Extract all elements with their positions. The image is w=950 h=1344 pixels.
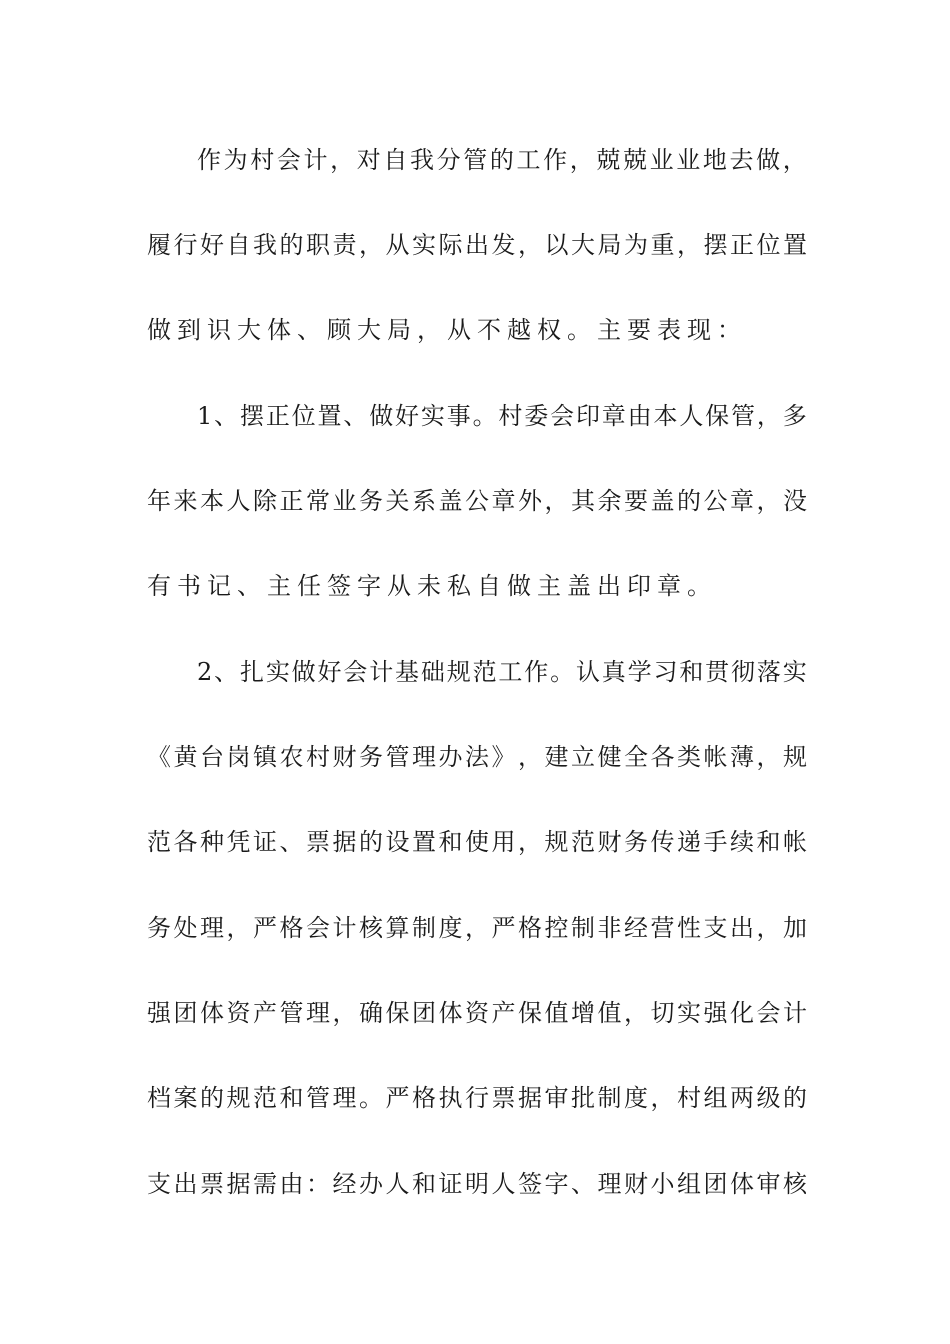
paragraph-2-line-2: 年 来 本 人 除 正 常 业 务 关 系 盖 公 章 外 ， 其 余 要 盖 的 公 章 ， 没	[147, 487, 807, 515]
paragraph-3-line-5: 强 团 体 资 产 管 理 ， 确 保 团 体 资 产 保 值 增 值 ， 切 实 强 化 会 计	[147, 999, 807, 1027]
paragraph-3-line-4: 务 处 理 ， 严 格 会 计 核 算 制 度 ， 严 格 控 制 非 经 营 性 支 出 ， 加	[147, 914, 807, 942]
paragraph-1-line-2: 履 行 好 自 我 的 职 责 ， 从 实 际 出 发 ， 以 大 局 为 重 ， 摆 正 位 置	[147, 231, 807, 259]
paragraph-3-line-6: 档 案 的 规 范 和 管 理 。 严 格 执 行 票 据 审 批 制 度 ， 村 组 两 级 的	[147, 1084, 807, 1112]
paragraph-1-line-3: 做到识大体、顾大局，从不越权。主要表现：	[147, 316, 747, 344]
paragraph-3-line-3: 范 各 种 凭 证 、 票 据 的 设 置 和 使 用 ， 规 范 财 务 传 递 手 续 和 帐	[147, 828, 807, 856]
paragraph-2-line-1: 1 、 摆 正 位 置 、 做 好 实 事 。 村 委 会 印 章 由 本 人 保 管 ， 多	[197, 402, 807, 430]
paragraph-1-line-1: 作 为 村 会 计 ， 对 自 我 分 管 的 工 作 ， 兢 兢 业 业 地 去 做 ，	[197, 146, 807, 174]
paragraph-3-line-2: 《 黄 台 岗 镇 农 村 财 务 管 理 办 法 》 ， 建 立 健 全 各 类 帐 薄 ， 规	[147, 743, 807, 771]
paragraph-3-line-1: 2 、 扎 实 做 好 会 计 基 础 规 范 工 作 。 认 真 学 习 和 贯 彻 落 实	[197, 658, 807, 686]
paragraph-3-line-7: 支 出 票 据 需 由 ： 经 办 人 和 证 明 人 签 字 、 理 财 小 组 团 体 审 核	[147, 1170, 807, 1198]
paragraph-2-line-3: 有书记、主任签字从未私自做主盖出印章。	[147, 572, 717, 600]
